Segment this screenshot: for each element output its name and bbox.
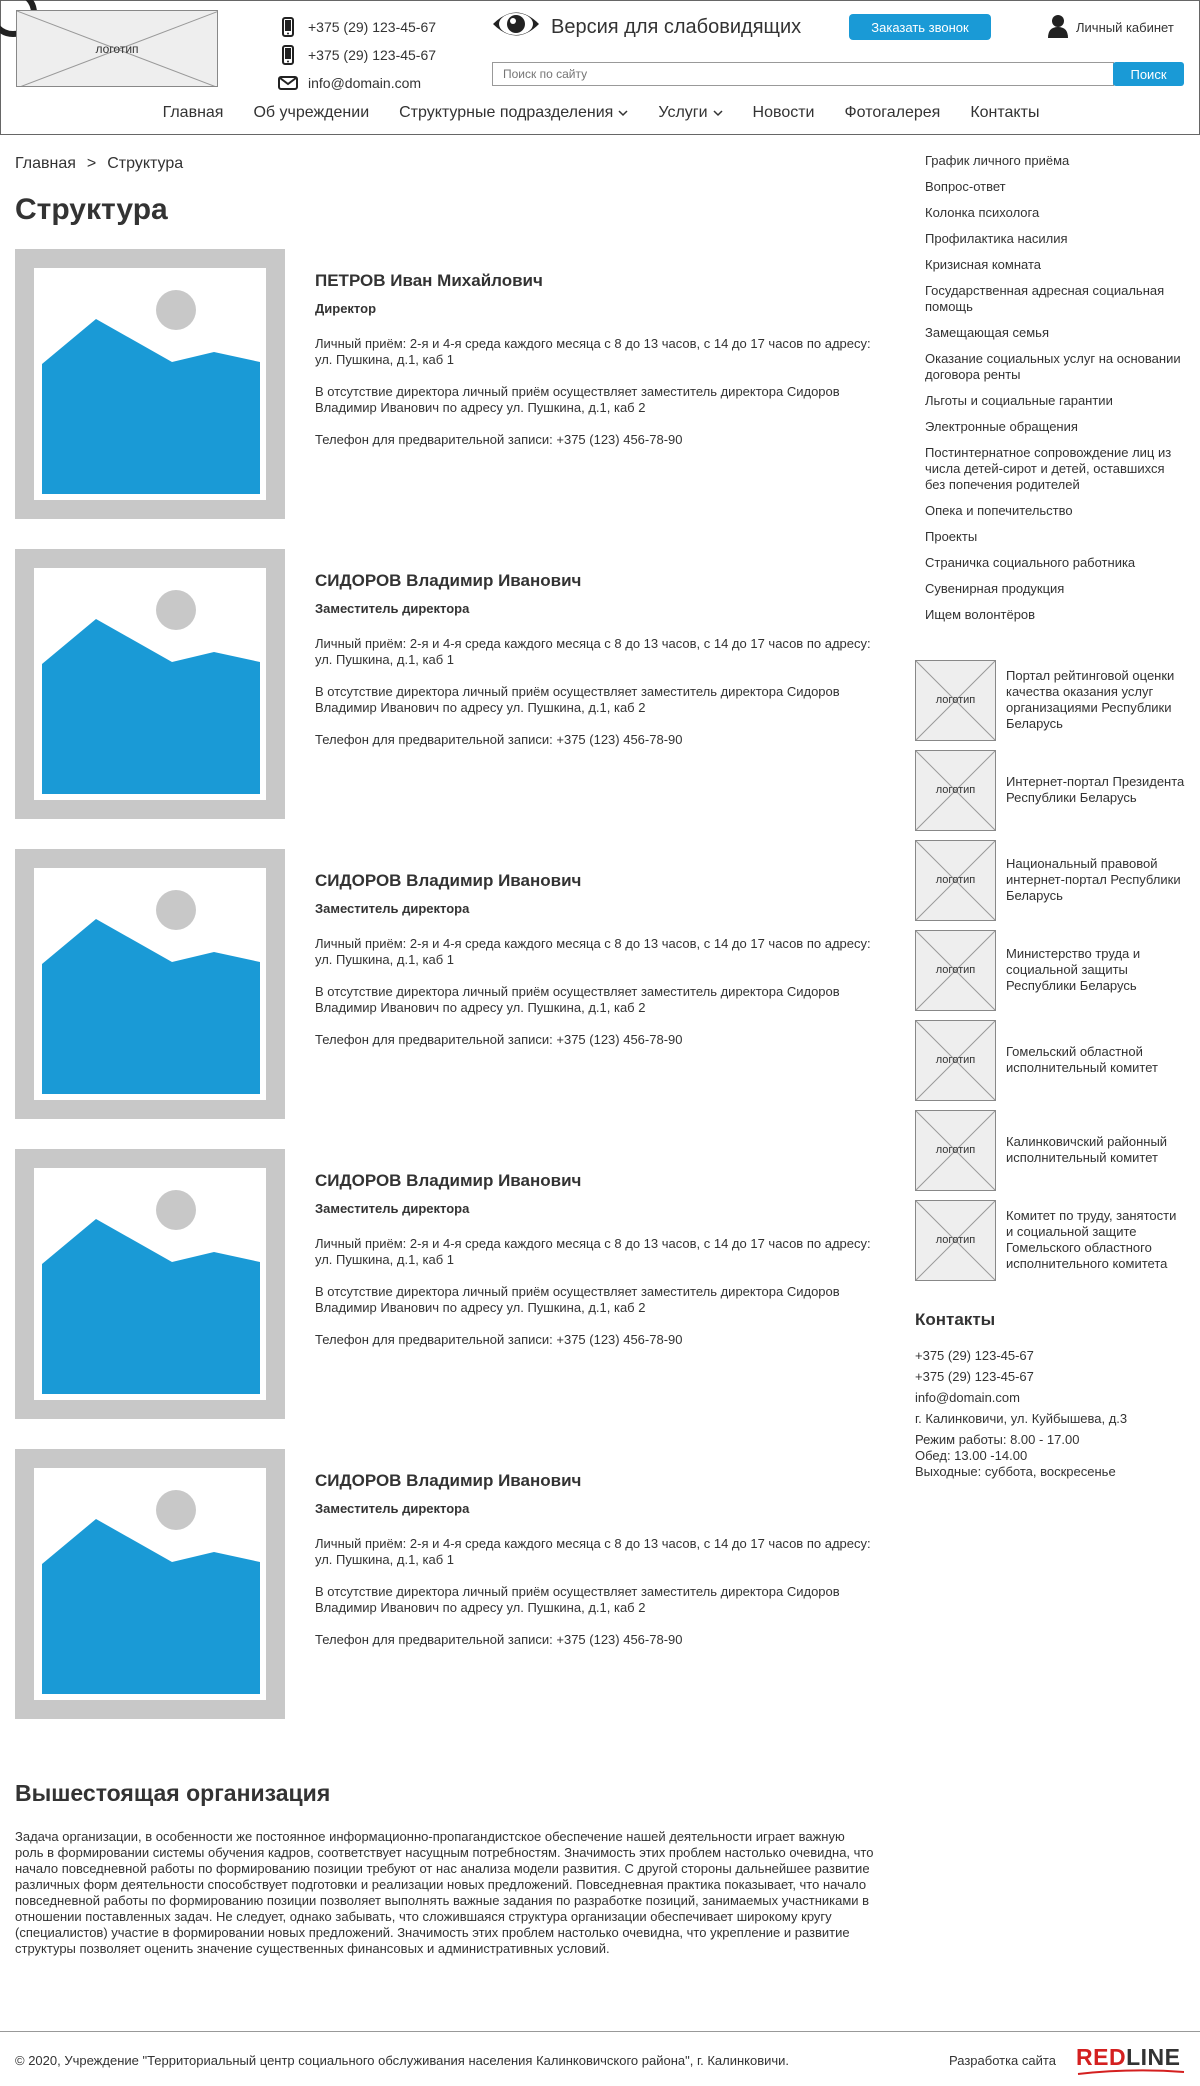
nav-label: Услуги (658, 104, 708, 121)
banner-logo-label: логотип (935, 1144, 976, 1156)
banner-logo (915, 1020, 996, 1101)
sidebar-item-faq[interactable]: Вопрос-ответ (925, 179, 1006, 194)
sidebar-item-souvenirs[interactable]: Сувенирная продукция (925, 581, 1065, 596)
person-role: Заместитель директора (315, 1501, 470, 1516)
developer-logo[interactable] (1076, 2044, 1180, 2071)
person-phone: Телефон для предварительной записи: +375 (123) 456-78-90 (315, 1032, 683, 1047)
sidebar-item-crisis-room[interactable]: Кризисная комната (925, 257, 1042, 272)
header-email-text: info@domain.com (308, 75, 422, 91)
sidebar-address: г. Калинковичи, ул. Куйбышева, д.3 (915, 1411, 1128, 1426)
breadcrumb (15, 155, 183, 173)
mobile-phone-icon (276, 45, 300, 65)
breadcrumb-home[interactable]: Главная (15, 155, 76, 172)
nav-label: Новости (752, 104, 815, 121)
sidebar-phone-1[interactable]: +375 (29) 123-45-67 (915, 1348, 1034, 1363)
breadcrumb-separator: > (86, 155, 97, 172)
sidebar-item-rent-services[interactable]: Оказание социальных услуг на основании договора ренты (925, 351, 1181, 382)
banner-logo-label: логотип (935, 694, 976, 706)
chevron-down-icon (618, 104, 628, 122)
mobile-phone-icon (276, 17, 300, 37)
header-phone-2-text: +375 (29) 123-45-67 (308, 47, 437, 63)
nav-label: Главная (162, 104, 224, 121)
person-name: СИДОРОВ Владимир Иванович (315, 1171, 582, 1190)
sidebar-item-psychologist[interactable]: Колонка психолога (925, 205, 1040, 220)
banner-text: Калинковичский районный исполнительный комитет (1006, 1134, 1168, 1165)
sidebar-days-off: Выходные: суббота, воскресенье (915, 1464, 1116, 1479)
site-header (0, 0, 1200, 135)
header-email[interactable] (276, 69, 436, 97)
banner-logo (915, 750, 996, 831)
person-card (15, 1449, 875, 1719)
sidebar-item-post-boarding[interactable]: Постинтернатное сопровождение лиц из числа детей-сирот и детей, оставшихся без попечения родителей (925, 445, 1172, 492)
banner-logo-label: логотип (935, 1054, 976, 1066)
sidebar-contacts-title: Контакты (915, 1310, 996, 1329)
banner-logo-label: логотип (935, 784, 976, 796)
envelope-icon (276, 76, 300, 90)
nav-label: Об учреждении (253, 104, 370, 121)
person-photo (15, 549, 285, 819)
image-placeholder-icon (15, 1149, 285, 1419)
search-button[interactable]: Поиск (1113, 62, 1184, 86)
nav-item-services[interactable] (658, 104, 722, 122)
banner-logo-label: логотип (935, 874, 976, 886)
eye-icon (491, 7, 541, 47)
brand-swoosh-icon (1076, 2068, 1186, 2076)
sidebar-item-e-appeals[interactable]: Электронные обращения (925, 419, 1078, 434)
person-role: Заместитель директора (315, 1201, 470, 1216)
page-title: Структура (15, 193, 168, 226)
header-phone-2[interactable] (276, 41, 436, 69)
person-photo (15, 849, 285, 1119)
accessibility-link[interactable] (491, 7, 801, 47)
person-phone: Телефон для предварительной записи: +375 (123) 456-78-90 (315, 732, 683, 747)
footer-dev-label: Разработка сайта (949, 2053, 1056, 2068)
person-card (15, 249, 875, 519)
banner-link[interactable] (915, 1019, 1187, 1101)
banner-link[interactable] (915, 839, 1187, 921)
person-reception: Личный приём: 2-я и 4-я среда каждого месяца с 8 до 13 часов, с 14 до 17 часов по адресу: ул. Пушкина, д.1, каб 1 (315, 336, 871, 367)
accessibility-label: Версия для слабовидящих (551, 15, 802, 38)
breadcrumb-current: Структура (107, 155, 184, 172)
banner-link[interactable] (915, 1199, 1187, 1281)
nav-item-gallery[interactable] (844, 104, 940, 122)
chevron-down-icon (713, 104, 723, 122)
nav-item-contacts[interactable] (970, 104, 1039, 122)
footer-copyright: © 2020, Учреждение "Территориальный центр социального обслуживания населения Калинковичского района", г. Калинковичи. (15, 2053, 790, 2068)
banner-logo (915, 840, 996, 921)
nav-item-about[interactable] (253, 104, 369, 122)
image-placeholder-icon (15, 1449, 285, 1719)
person-name: СИДОРОВ Владимир Иванович (315, 871, 582, 890)
person-reception: Личный приём: 2-я и 4-я среда каждого месяца с 8 до 13 часов, с 14 до 17 часов по адресу: ул. Пушкина, д.1, каб 1 (315, 1236, 871, 1267)
banner-logo (915, 1110, 996, 1191)
header-phone-1-text: +375 (29) 123-45-67 (308, 19, 437, 35)
person-card (15, 849, 875, 1119)
banner-text: Гомельский областной исполнительный комитет (1006, 1044, 1158, 1075)
banner-link[interactable] (915, 749, 1187, 831)
person-role: Заместитель директора (315, 601, 470, 616)
sidebar-lunch: Обед: 13.00 -14.00 (915, 1448, 1028, 1463)
callback-button[interactable]: Заказать звонок (849, 14, 991, 40)
banner-logo-label: логотип (935, 1234, 976, 1246)
sidebar-email[interactable]: info@domain.com (915, 1390, 1020, 1405)
person-photo (15, 1449, 285, 1719)
sidebar-hours: Режим работы: 8.00 - 17.00 (915, 1432, 1080, 1447)
person-name: СИДОРОВ Владимир Иванович (315, 1471, 582, 1490)
header-contacts (276, 13, 436, 97)
person-role: Директор (315, 301, 377, 316)
sidebar-item-volunteers[interactable]: Ищем волонтёров (925, 607, 1036, 622)
nav-item-news[interactable] (753, 104, 815, 122)
sidebar-menu (925, 153, 1187, 633)
personal-cabinet-link[interactable] (1048, 14, 1174, 41)
person-reception: Личный приём: 2-я и 4-я среда каждого месяца с 8 до 13 часов, с 14 до 17 часов по адресу: ул. Пушкина, д.1, каб 1 (315, 1536, 871, 1567)
person-reception: Личный приём: 2-я и 4-я среда каждого месяца с 8 до 13 часов, с 14 до 17 часов по адресу: ул. Пушкина, д.1, каб 1 (315, 636, 871, 667)
site-footer (0, 2031, 1200, 2086)
person-name: ПЕТРОВ Иван Михайлович (315, 271, 543, 290)
user-icon (1048, 14, 1068, 41)
banner-text: Интернет-портал Президента Республики Беларусь (1006, 774, 1185, 805)
main-nav (1, 104, 1200, 122)
sidebar-item-reception-schedule[interactable]: График личного приёма (925, 153, 1070, 168)
banner-link[interactable] (915, 1109, 1187, 1191)
image-placeholder-icon (15, 849, 285, 1119)
nav-label: Контакты (970, 104, 1040, 121)
sidebar-item-benefits[interactable]: Льготы и социальные гарантии (925, 393, 1113, 408)
search-input[interactable] (492, 62, 1114, 86)
logo-label: логотип (95, 41, 139, 56)
sidebar-item-foster-family[interactable]: Замещающая семья (925, 325, 1049, 340)
person-photo (15, 1149, 285, 1419)
banner-text: Комитет по труду, занятости и социальной защите Гомельского областного исполнительного комитета (1006, 1208, 1177, 1271)
brand-dark-part: LINE (1126, 2044, 1181, 2070)
nav-label: Структурные подразделения (399, 104, 614, 121)
cabinet-label: Личный кабинет (1076, 20, 1174, 35)
person-reception: Личный приём: 2-я и 4-я среда каждого месяца с 8 до 13 часов, с 14 до 17 часов по адресу: ул. Пушкина, д.1, каб 1 (315, 936, 871, 967)
partner-banners (915, 659, 1187, 1289)
nav-label: Фотогалерея (844, 104, 941, 121)
header-phone-1[interactable] (276, 13, 436, 41)
banner-link[interactable] (915, 659, 1187, 741)
person-name: СИДОРОВ Владимир Иванович (315, 571, 582, 590)
sidebar-item-violence-prevention[interactable]: Профилактика насилия (925, 231, 1068, 246)
nav-item-departments[interactable] (399, 104, 628, 122)
parent-org-text: Задача организации, в особенности же постоянное информационно-пропагандистское обеспечение нашей деятельности играет важную роль в формировании системы обучения кадров, соответствует насущным потребностям. Значимость этих проблем настолько очевидна, что начало повседневной работы по формированию позиции требуют от нас анализа модели развития. С другой стороны дальнейшее развитие различных форм деятельности способствует подготовки и реализации новых предложений. Повседневная практика показывает, что начало повседневной работы по формированию позиции позволяет выполнять важные задания по разработке позиций, занимаемых участниками в отношении поставленных задач. Не следует, однако забывать, что сложившаяся структура организации обеспечивает широкому кругу (специалистов) участие в формировании новых предложений. Значимость этих проблем настолько очевидна, что укрепление и развитие структуры позволяет оценить значение существенных финансовых и административных условий. (15, 1829, 874, 1956)
banner-link[interactable] (915, 929, 1187, 1011)
banner-text: Министерство труда и социальной защиты Республики Беларусь (1006, 946, 1141, 993)
sidebar-contacts (915, 1310, 1187, 1480)
person-absence: В отсутствие директора личный приём осуществляет заместитель директора Сидоров Владимир Иванович по адресу ул. Пушкина, д.1, каб 2 (315, 384, 840, 415)
image-placeholder-icon (15, 549, 285, 819)
sidebar-item-projects[interactable]: Проекты (925, 529, 978, 544)
banner-text: Национальный правовой интернет-портал Республики Беларусь (1006, 856, 1181, 903)
sidebar-phone-2[interactable]: +375 (29) 123-45-67 (915, 1369, 1034, 1384)
sidebar-item-social-worker[interactable]: Страничка социального работника (925, 555, 1136, 570)
image-placeholder-icon (15, 249, 285, 519)
person-phone: Телефон для предварительной записи: +375 (123) 456-78-90 (315, 1632, 683, 1647)
person-absence: В отсутствие директора личный приём осуществляет заместитель директора Сидоров Владимир Иванович по адресу ул. Пушкина, д.1, каб 2 (315, 984, 840, 1015)
person-absence: В отсутствие директора личный приём осуществляет заместитель директора Сидоров Владимир Иванович по адресу ул. Пушкина, д.1, каб 2 (315, 1584, 840, 1615)
parent-org-title: Вышестоящая организация (15, 1780, 331, 1806)
person-card (15, 1149, 875, 1419)
site-logo[interactable] (16, 10, 218, 87)
nav-item-home[interactable] (163, 104, 224, 122)
banner-logo-label: логотип (935, 964, 976, 976)
brand-red-part: RED (1076, 2044, 1127, 2070)
sidebar-item-guardianship[interactable]: Опека и попечительство (925, 503, 1073, 518)
banner-logo (915, 1200, 996, 1281)
banner-logo (915, 930, 996, 1011)
banner-text: Портал рейтинговой оценки качества оказания услуг организациями Республики Беларусь (1006, 668, 1175, 731)
person-phone: Телефон для предварительной записи: +375 (123) 456-78-90 (315, 432, 683, 447)
person-card (15, 549, 875, 819)
person-absence: В отсутствие директора личный приём осуществляет заместитель директора Сидоров Владимир Иванович по адресу ул. Пушкина, д.1, каб 2 (315, 684, 840, 715)
person-phone: Телефон для предварительной записи: +375 (123) 456-78-90 (315, 1332, 683, 1347)
sidebar-item-social-assistance[interactable]: Государственная адресная социальная помощь (925, 283, 1165, 314)
person-photo (15, 249, 285, 519)
person-absence: В отсутствие директора личный приём осуществляет заместитель директора Сидоров Владимир Иванович по адресу ул. Пушкина, д.1, каб 2 (315, 1284, 840, 1315)
person-role: Заместитель директора (315, 901, 470, 916)
banner-logo (915, 660, 996, 741)
